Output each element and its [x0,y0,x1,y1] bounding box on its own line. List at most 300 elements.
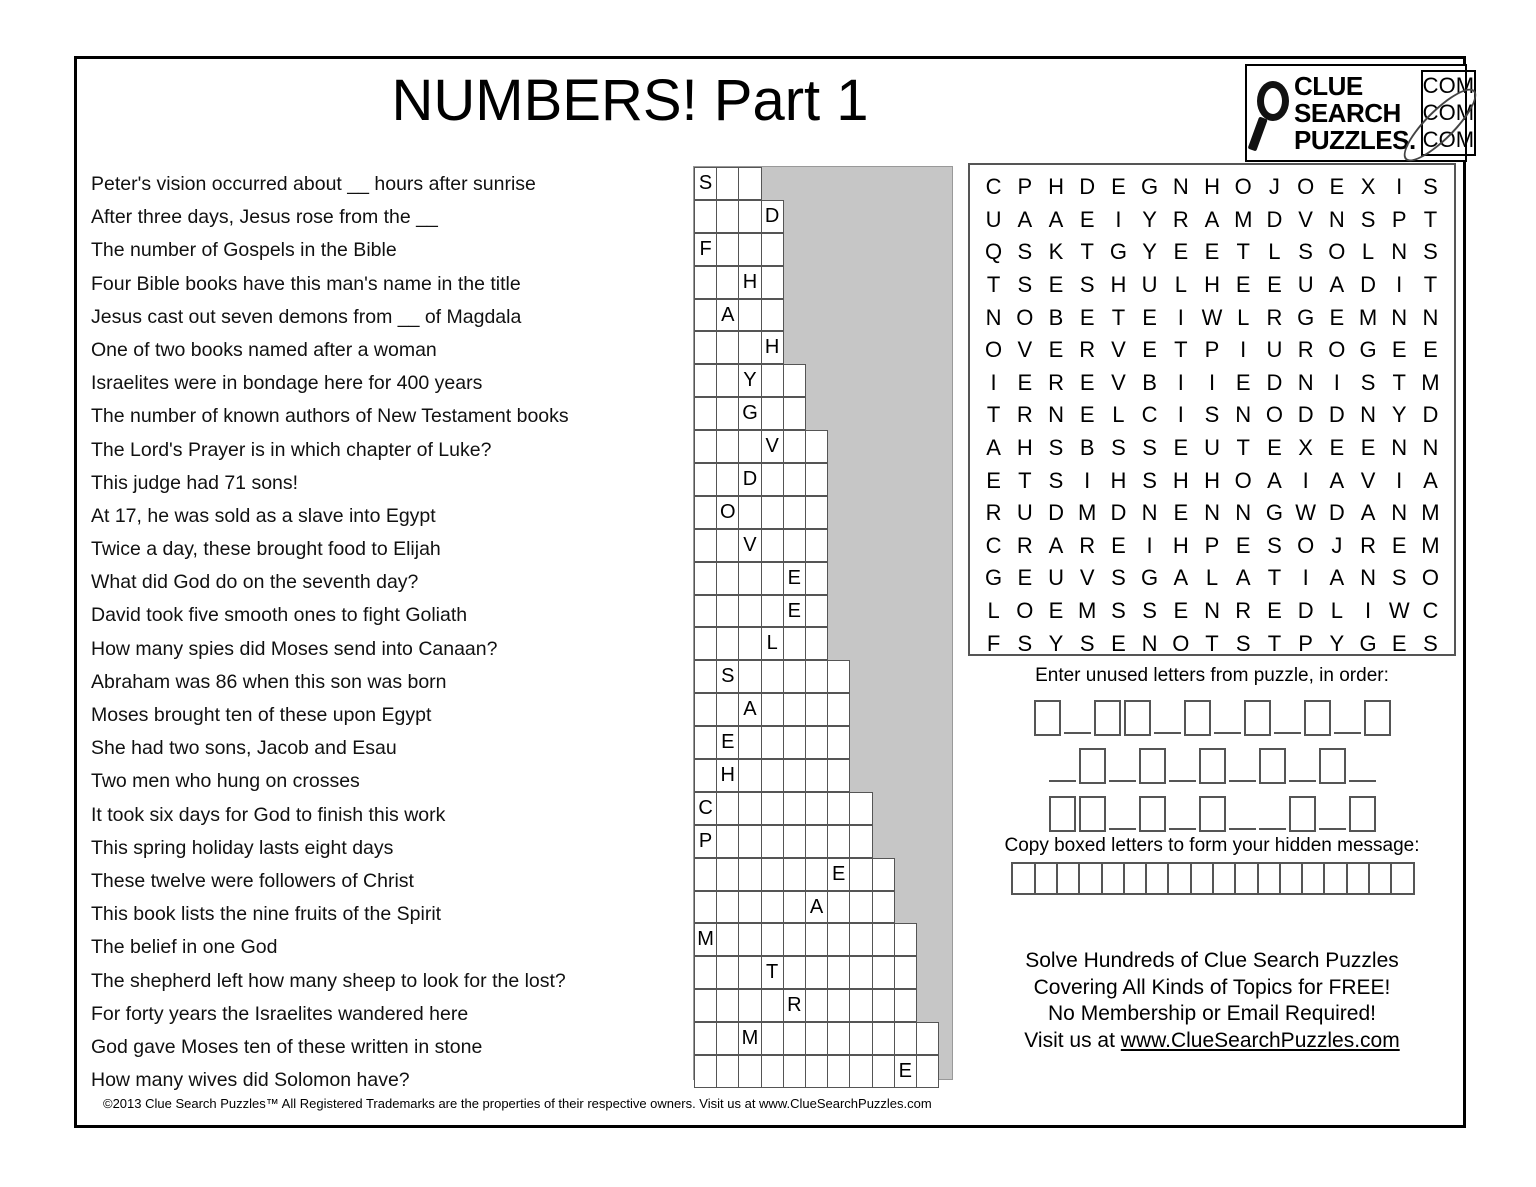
answer-grid-cell[interactable] [716,562,739,595]
word-search-letter[interactable]: E [1017,369,1033,395]
unused-letter-box[interactable] [1184,700,1211,736]
answer-grid-cell[interactable] [916,1022,939,1055]
word-search-letter[interactable]: A [1267,467,1282,493]
answer-grid-cell[interactable] [805,989,828,1022]
answer-grid-cell[interactable]: M [738,1022,761,1055]
word-search-letter[interactable]: U [1048,565,1064,591]
hidden-message-cell[interactable] [1390,862,1414,895]
answer-grid-cell[interactable]: L [761,627,784,660]
answer-grid-cell[interactable] [783,496,806,529]
word-search-letter[interactable]: I [1177,369,1184,395]
word-search-letter[interactable]: Y [1329,630,1345,656]
answer-grid-cell[interactable] [783,825,806,858]
word-search-letter[interactable]: U [1297,272,1314,298]
answer-grid-cell[interactable] [738,891,761,924]
answer-grid-cell[interactable] [694,726,717,759]
word-search-letter[interactable]: A [1048,206,1064,232]
answer-grid-cell[interactable]: D [738,463,761,496]
word-search-letter[interactable]: L [1112,402,1125,428]
answer-grid-cell[interactable] [716,463,739,496]
answer-grid-cell[interactable] [783,1055,806,1088]
word-search-letter[interactable]: O [1172,630,1190,656]
word-search-letter[interactable]: E [1423,337,1438,363]
answer-grid-cell[interactable] [761,299,784,332]
answer-grid-cell[interactable] [716,397,739,430]
word-search-letter[interactable]: N [1391,304,1408,330]
answer-grid-cell[interactable]: O [716,496,739,529]
word-search-letter[interactable]: O [1016,598,1034,624]
word-search-letter[interactable]: M [1421,532,1440,558]
answer-grid-cell[interactable] [716,989,739,1022]
word-search-letter[interactable]: O [1328,337,1346,363]
answer-grid-cell[interactable] [827,660,850,693]
word-search-letter[interactable]: S [1142,467,1157,493]
word-search-letter[interactable]: M [1358,304,1378,330]
word-search-letter[interactable]: S [1423,239,1438,265]
word-search-letter[interactable]: N [1204,500,1220,526]
word-search-letter[interactable]: I [990,369,997,395]
answer-grid-cell[interactable] [738,825,761,858]
answer-grid-cell[interactable] [894,956,917,989]
word-search-letter[interactable]: H [1204,467,1220,493]
answer-grid-cell[interactable] [805,858,828,891]
answer-grid-cell[interactable] [761,463,784,496]
answer-grid-cell[interactable] [783,397,806,430]
answer-grid-cell[interactable] [894,1022,917,1055]
word-search-letter[interactable]: M [1234,206,1253,232]
answer-grid-cell[interactable] [827,891,850,924]
word-search-letter[interactable]: W [1388,598,1410,624]
hidden-message-cell[interactable] [1011,862,1035,895]
answer-grid-cell[interactable]: P [694,825,717,858]
word-search-letter[interactable]: N [1360,402,1376,428]
word-search-letter[interactable]: G [1141,565,1159,591]
unused-letter-box[interactable] [1034,700,1061,736]
answer-grid-cell[interactable] [872,923,895,956]
word-search-letter[interactable]: E [1111,532,1126,558]
answer-grid-cell[interactable] [738,562,761,595]
word-search-letter[interactable]: P [1391,206,1407,232]
hidden-message-cell[interactable] [1346,862,1370,895]
word-search-letter[interactable]: G [1141,174,1159,200]
word-search-letter[interactable]: E [1079,304,1095,330]
word-search-letter[interactable]: U [1141,272,1158,298]
word-search-letter[interactable]: P [1298,630,1313,656]
answer-grid-cell[interactable] [761,923,784,956]
word-search-letter[interactable]: A [1048,532,1064,558]
word-search-letter[interactable]: E [1048,598,1064,624]
unused-letter-box[interactable] [1139,796,1166,832]
answer-grid-cell[interactable] [827,825,850,858]
word-search-letter[interactable]: I [1396,272,1403,298]
answer-grid-cell[interactable] [716,1055,739,1088]
word-search-letter[interactable]: H [1172,532,1189,558]
word-search-letter[interactable]: S [1142,598,1157,624]
word-search-letter[interactable]: E [1048,272,1064,298]
answer-grid-cell[interactable]: F [694,233,717,266]
unused-letter-blank[interactable] [1229,780,1256,782]
word-search-letter[interactable]: I [1396,467,1403,493]
answer-grid-cell[interactable] [694,331,717,364]
word-search-letter[interactable]: N [1328,206,1345,232]
answer-grid-cell[interactable] [805,562,828,595]
answer-grid-cell[interactable] [827,726,850,759]
word-search-letter[interactable]: S [1111,565,1126,591]
unused-letter-box[interactable] [1139,748,1166,784]
word-search-letter[interactable]: N [1360,565,1376,591]
hidden-message-cell[interactable] [1323,862,1347,895]
word-search-letter[interactable]: G [1297,304,1315,330]
word-search-letter[interactable]: G [1359,337,1377,363]
answer-grid-cell[interactable] [738,759,761,792]
answer-grid-cell[interactable] [805,463,828,496]
word-search-letter[interactable]: T [986,402,1001,428]
word-search-letter[interactable]: E [1173,598,1189,624]
answer-grid-cell[interactable] [872,891,895,924]
word-search-letter[interactable]: M [1078,500,1097,526]
word-search-letter[interactable]: Y [1142,239,1157,265]
word-search-letter[interactable]: E [1267,272,1282,298]
word-search-letter[interactable]: N [1235,402,1252,428]
word-search-letter[interactable]: Y [1048,630,1064,656]
word-search-letter[interactable]: S [1079,630,1095,656]
word-search-letter[interactable]: E [1235,272,1251,298]
word-search-letter[interactable]: E [1329,174,1345,200]
answer-grid-cell[interactable] [761,1022,784,1055]
answer-grid-cell[interactable] [805,627,828,660]
answer-grid-cell[interactable]: A [716,299,739,332]
answer-grid-cell[interactable] [694,891,717,924]
unused-letter-blank[interactable] [1334,732,1361,734]
answer-grid-cell[interactable] [694,364,717,397]
word-search-letter[interactable]: U [985,206,1002,232]
answer-grid-cell[interactable] [849,891,872,924]
unused-letter-box[interactable] [1349,796,1376,832]
answer-grid-cell[interactable] [716,825,739,858]
word-search-letter[interactable]: I [1364,598,1372,624]
unused-letter-box[interactable] [1199,796,1226,832]
word-search-letter[interactable]: E [1079,206,1095,232]
word-search-letter[interactable]: U [1016,500,1033,526]
hidden-message-cell[interactable] [1212,862,1236,895]
unused-letter-box[interactable] [1094,700,1121,736]
word-search-letter[interactable]: I [1177,402,1184,428]
word-search-letter[interactable]: N [1141,500,1158,526]
answer-grid-cell[interactable] [849,825,872,858]
answer-grid-cell[interactable]: D [761,200,784,233]
brand-logo[interactable] [1245,64,1475,162]
answer-grid-cell[interactable] [694,956,717,989]
answer-grid-cell[interactable] [694,200,717,233]
answer-grid-cell[interactable] [783,627,806,660]
answer-grid-cell[interactable] [694,496,717,529]
word-search-letter[interactable]: W [1295,500,1317,526]
answer-grid-cell[interactable] [761,595,784,628]
word-search-letter[interactable]: I [1240,337,1247,363]
answer-grid-cell[interactable] [805,595,828,628]
answer-grid-cell[interactable]: T [761,956,784,989]
word-search-letter[interactable]: S [1423,174,1438,200]
answer-grid-cell[interactable] [716,200,739,233]
word-search-letter[interactable]: N [1422,435,1439,461]
answer-grid-cell[interactable] [694,266,717,299]
hidden-message-cell[interactable] [1145,862,1169,895]
word-search-letter[interactable]: T [1018,467,1032,493]
word-search-letter[interactable]: I [1208,369,1216,395]
answer-grid-cell[interactable] [805,660,828,693]
word-search-letter[interactable]: U [1204,435,1220,461]
answer-grid-cell[interactable] [783,463,806,496]
answer-grid-cell[interactable] [738,660,761,693]
word-search-letter[interactable]: D [1422,402,1439,428]
unused-letter-blank[interactable] [1064,732,1091,734]
word-search-letter[interactable]: V [1079,565,1095,591]
word-search-letter[interactable]: E [1142,337,1157,363]
hidden-message-cell[interactable] [1234,862,1258,895]
answer-grid-cell[interactable] [783,726,806,759]
word-search-letter[interactable]: H [1048,174,1064,200]
answer-grid-cell[interactable] [694,562,717,595]
answer-grid-cell[interactable] [849,1022,872,1055]
word-search-letter[interactable]: M [1421,369,1440,395]
answer-grid-cell[interactable] [694,529,717,562]
word-search-letter[interactable]: C [985,532,1002,558]
answer-grid-cell[interactable] [805,529,828,562]
unused-letter-box[interactable] [1049,796,1076,832]
answer-grid-cell[interactable] [761,660,784,693]
word-search-letter[interactable]: L [1361,239,1375,265]
answer-grid-cell[interactable] [827,989,850,1022]
unused-letter-blank[interactable] [1229,828,1256,830]
answer-grid-cell[interactable] [738,430,761,463]
word-search-letter[interactable]: Y [1142,206,1157,232]
word-search-letter[interactable]: D [1110,500,1127,526]
word-search-letter[interactable]: O [1265,402,1283,428]
unused-letter-blank[interactable] [1169,828,1196,830]
word-search-letter[interactable]: P [1204,532,1220,558]
answer-grid-cell[interactable] [783,430,806,463]
answer-grid-cell[interactable] [738,299,761,332]
answer-grid-cell[interactable] [761,233,784,266]
word-search-letter[interactable]: E [1173,435,1189,461]
answer-grid-cell[interactable] [738,858,761,891]
answer-grid-cell[interactable] [783,1022,806,1055]
word-search-letter[interactable]: D [1266,369,1283,395]
word-search-letter[interactable]: D [1328,500,1345,526]
word-search-letter[interactable]: M [1421,500,1440,526]
answer-grid-cell[interactable] [716,233,739,266]
word-search-letter[interactable]: G [1109,239,1127,265]
word-search-letter[interactable]: L [1174,272,1187,298]
word-search-letter[interactable]: S [1423,630,1438,656]
word-search-letter[interactable]: R [1266,304,1283,330]
answer-grid-cell[interactable] [738,792,761,825]
answer-grid-cell[interactable] [716,627,739,660]
word-search-letter[interactable]: V [1017,337,1033,363]
answer-grid-cell[interactable] [716,891,739,924]
word-search-letter[interactable]: V [1111,369,1126,395]
answer-grid-cell[interactable] [716,266,739,299]
answer-grid-cell[interactable] [694,693,717,726]
hidden-message-row[interactable] [968,862,1456,895]
hidden-message-cell[interactable] [1034,862,1058,895]
word-search-letter[interactable]: R [1016,532,1033,558]
answer-grid-cell[interactable] [872,989,895,1022]
answer-grid-cell[interactable] [694,1055,717,1088]
word-search-letter[interactable]: L [1268,239,1281,265]
answer-grid-cell[interactable] [805,1022,828,1055]
unused-letter-box[interactable] [1079,748,1106,784]
answer-grid-cell[interactable] [783,891,806,924]
word-search-letter[interactable]: S [1048,435,1064,461]
answer-grid-cell[interactable] [872,1055,895,1088]
answer-grid-cell[interactable] [761,397,784,430]
answer-grid-cell[interactable] [694,595,717,628]
hidden-message-cell[interactable] [1101,862,1125,895]
answer-grid-cell[interactable] [716,167,739,200]
word-search-letter[interactable]: G [985,565,1003,591]
answer-grid-cell[interactable] [694,759,717,792]
word-search-letter[interactable]: T [986,272,1001,298]
word-search-letter[interactable]: T [1205,630,1219,656]
hidden-message-cell[interactable] [1279,862,1303,895]
hidden-message-cell[interactable] [1301,862,1325,895]
word-search-letter[interactable]: T [1423,206,1438,232]
word-search-letter[interactable]: E [1391,337,1407,363]
word-search-letter[interactable]: I [1396,174,1403,200]
answer-grid-cell[interactable] [761,858,784,891]
answer-grid-cell[interactable]: C [694,792,717,825]
answer-grid-cell[interactable] [761,825,784,858]
answer-grid-cell[interactable] [805,430,828,463]
word-search-letter[interactable]: D [1048,500,1064,526]
word-search-letter[interactable]: O [1016,304,1034,330]
unused-letter-blank[interactable] [1169,780,1196,782]
unused-letter-blank[interactable] [1289,780,1316,782]
word-search-letter[interactable]: T [1174,337,1188,363]
word-search-letter[interactable]: H [1110,272,1127,298]
word-search-letter[interactable]: V [1298,206,1313,232]
word-search-letter[interactable]: S [1111,598,1126,624]
word-search-letter[interactable]: T [1111,304,1126,330]
word-search-letter[interactable]: E [1173,239,1189,265]
answer-grid-cell[interactable] [738,989,761,1022]
word-search-letter[interactable]: C [985,174,1002,200]
word-search-letter[interactable]: D [1360,272,1376,298]
word-search-letter[interactable]: M [1078,598,1097,624]
answer-grid-cell[interactable] [805,1055,828,1088]
answer-grid-cell[interactable]: H [716,759,739,792]
word-search-letter[interactable]: R [1235,598,1252,624]
word-search-letter[interactable]: B [1079,435,1095,461]
word-search-letter[interactable]: R [1360,532,1376,558]
answer-grid-cell[interactable] [827,956,850,989]
answer-grid-cell[interactable] [783,759,806,792]
answer-grid-cell[interactable] [761,726,784,759]
answer-grid-cell[interactable] [694,858,717,891]
word-search-letter[interactable]: E [1329,304,1345,330]
word-search-letter[interactable]: T [1392,369,1406,395]
word-search-letter[interactable]: S [1142,435,1157,461]
answer-grid-cell[interactable] [761,989,784,1022]
answer-grid-cell[interactable]: V [738,529,761,562]
word-search-letter[interactable]: A [1423,467,1438,493]
answer-grid-cell[interactable] [694,430,717,463]
word-search-letter[interactable]: N [1391,239,1408,265]
answer-grid-cell[interactable] [849,956,872,989]
answer-grid-cell[interactable] [761,759,784,792]
answer-grid-cell[interactable] [783,364,806,397]
word-search-letter[interactable]: N [985,304,1002,330]
unused-letter-blank[interactable] [1109,828,1136,830]
answer-grid-cell[interactable] [761,1055,784,1088]
word-search-letter[interactable]: E [1391,532,1407,558]
word-search-letter[interactable]: W [1201,304,1223,330]
unused-letter-blank[interactable] [1109,780,1136,782]
word-search-letter[interactable]: X [1360,174,1376,200]
answer-grid-cell[interactable] [738,233,761,266]
word-search-letter[interactable]: N [1422,304,1439,330]
answer-grid-cell[interactable] [872,956,895,989]
word-search-letter[interactable]: G [1359,630,1377,656]
unused-letter-box[interactable] [1364,700,1391,736]
answer-grid[interactable] [693,166,953,1083]
word-search-letter[interactable]: N [1235,500,1252,526]
word-search-letter[interactable]: I [1177,304,1184,330]
word-search-letter[interactable]: S [1298,239,1313,265]
word-search-letter[interactable]: B [1142,369,1157,395]
word-search-letter[interactable]: S [1111,435,1126,461]
answer-grid-cell[interactable] [716,858,739,891]
word-search-letter[interactable]: S [1017,272,1033,298]
word-search-letter[interactable]: A [1173,565,1189,591]
answer-grid-cell[interactable] [738,726,761,759]
answer-grid-cell[interactable]: M [694,923,717,956]
word-search-letter[interactable]: S [1360,369,1376,395]
answer-grid-cell[interactable]: E [783,562,806,595]
word-search-letter[interactable]: F [986,630,1001,656]
word-search-letter[interactable]: V [1360,467,1376,493]
answer-grid-cell[interactable] [716,693,739,726]
unused-letter-blank[interactable] [1259,828,1286,830]
answer-grid-cell[interactable] [827,1022,850,1055]
word-search-letter[interactable]: T [1267,565,1282,591]
answer-grid-cell[interactable] [805,956,828,989]
word-search-letter[interactable]: H [1172,467,1189,493]
word-search-letter[interactable]: Q [985,239,1003,265]
word-search-letter[interactable]: S [1017,630,1033,656]
answer-grid-cell[interactable] [716,430,739,463]
answer-grid-cell[interactable]: E [783,595,806,628]
answer-grid-cell[interactable] [738,627,761,660]
answer-grid-cell[interactable] [761,529,784,562]
word-search-letter[interactable]: U [1266,337,1283,363]
word-search-letter[interactable]: K [1048,239,1064,265]
word-search-letter[interactable]: E [1360,435,1376,461]
hidden-message-cell[interactable] [1056,862,1080,895]
word-search-letter[interactable]: L [1237,304,1250,330]
word-search-letter[interactable]: L [1330,598,1343,624]
answer-grid-cell[interactable] [694,627,717,660]
word-search-letter[interactable]: A [986,435,1001,461]
answer-grid-cell[interactable] [694,463,717,496]
word-search-letter[interactable]: A [1235,565,1251,591]
word-search-letter[interactable]: C [1422,598,1439,624]
answer-grid-cell[interactable]: A [738,693,761,726]
word-search-letter[interactable]: S [1391,565,1407,591]
answer-grid-cell[interactable] [805,825,828,858]
word-search-letter[interactable]: V [1111,337,1126,363]
